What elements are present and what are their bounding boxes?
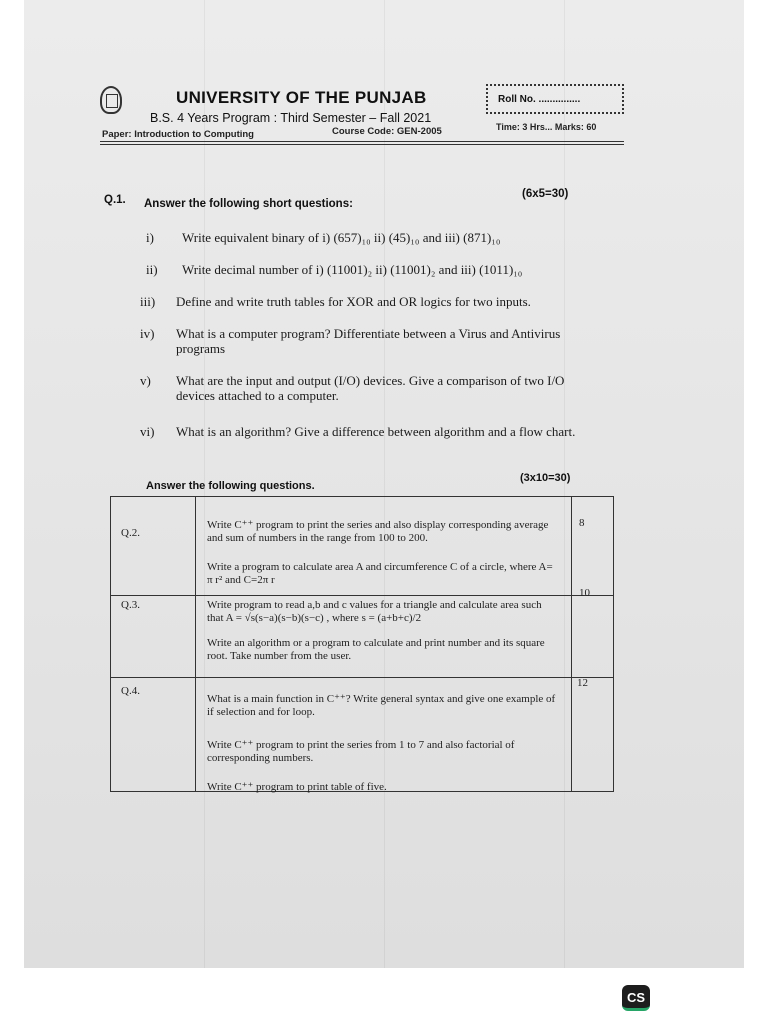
question-text: Write C⁺⁺ program to print table of five.	[207, 781, 387, 793]
short-question-text: Define and write truth tables for XOR and OR logics for two inputs.	[176, 294, 531, 309]
camscanner-logo: CS	[622, 985, 650, 1011]
question-marks: 12	[577, 677, 588, 689]
table-divider	[195, 497, 196, 791]
q1-number: Q.1.	[104, 194, 126, 206]
short-question-number: i)	[146, 230, 154, 245]
program-subtitle: B.S. 4 Years Program : Third Semester – Fall 2021	[150, 111, 432, 125]
short-question-text: What is a computer program? Differentiate between a Virus and Antivirus programs	[176, 326, 561, 356]
short-question-number: v)	[140, 373, 151, 388]
roll-number-label: Roll No. ...............	[498, 94, 581, 105]
question-number: Q.2.	[121, 527, 140, 539]
short-question-number: iii)	[140, 294, 156, 309]
short-question-number: iv)	[140, 326, 155, 341]
question-number: Q.3.	[121, 599, 140, 611]
university-title: UNIVERSITY OF THE PUNJAB	[176, 88, 427, 107]
table-divider	[111, 595, 613, 596]
header-rule	[100, 141, 624, 142]
question-text: Write C⁺⁺ program to print the series and also display corresponding average and sum of numbers in the range from 100 to 200.	[207, 519, 549, 544]
question-text: Write C⁺⁺ program to print the series from 1 to 7 and also factorial of corresponding numbers.	[207, 739, 515, 764]
question-marks: 10	[579, 587, 590, 599]
paper-name: Paper: Introduction to Computing	[102, 129, 254, 140]
header-rule	[100, 144, 624, 145]
table-divider	[571, 497, 572, 791]
question-text: Write an algorithm or a program to calculate and print number and its square root. Take number from the user.	[207, 637, 545, 662]
short-question-text: Write equivalent binary of i) (657)₁₀ ii) (45)₁₀ and iii) (871)₁₀	[182, 230, 501, 245]
question-text: What is a main function in C⁺⁺? Write general syntax and give one example of if selection and for loop.	[207, 693, 556, 718]
university-crest-icon	[100, 86, 122, 114]
short-question-number: vi)	[140, 424, 155, 439]
long-questions-table	[110, 496, 614, 792]
short-question-text: Write decimal number of i) (11001)₂ ii) (11001)₂ and iii) (1011)₁₀	[182, 262, 523, 277]
roll-number-box	[486, 84, 624, 114]
time-and-marks: Time: 3 Hrs... Marks: 60	[496, 122, 597, 132]
question-text: Write program to read a,b and c values for a triangle and calculate area such that A = √s(s−a)(s−b)(s−c) , where s = (a+b+c)/2	[207, 599, 542, 624]
section2-instruction: Answer the following questions.	[146, 480, 315, 492]
paper-crease	[384, 0, 385, 968]
short-question-number: ii)	[146, 262, 158, 277]
question-text: Write a program to calculate area A and circumference C of a circle, where A= π r² and C=2π r	[207, 561, 553, 586]
paper-crease	[564, 0, 565, 968]
question-number: Q.4.	[121, 685, 140, 697]
short-question-text: What is an algorithm? Give a difference between algorithm and a flow chart.	[176, 424, 576, 439]
section2-marks: (3x10=30)	[520, 472, 571, 484]
q1-marks: (6x5=30)	[522, 188, 569, 200]
q1-instruction: Answer the following short questions:	[144, 198, 353, 210]
course-code: Course Code: GEN-2005	[332, 126, 442, 137]
question-marks: 8	[579, 517, 585, 529]
table-divider	[111, 677, 613, 678]
short-question-text: What are the input and output (I/O) devices. Give a comparison of two I/O devices attached to a computer.	[176, 373, 565, 403]
exam-paper	[24, 0, 744, 968]
